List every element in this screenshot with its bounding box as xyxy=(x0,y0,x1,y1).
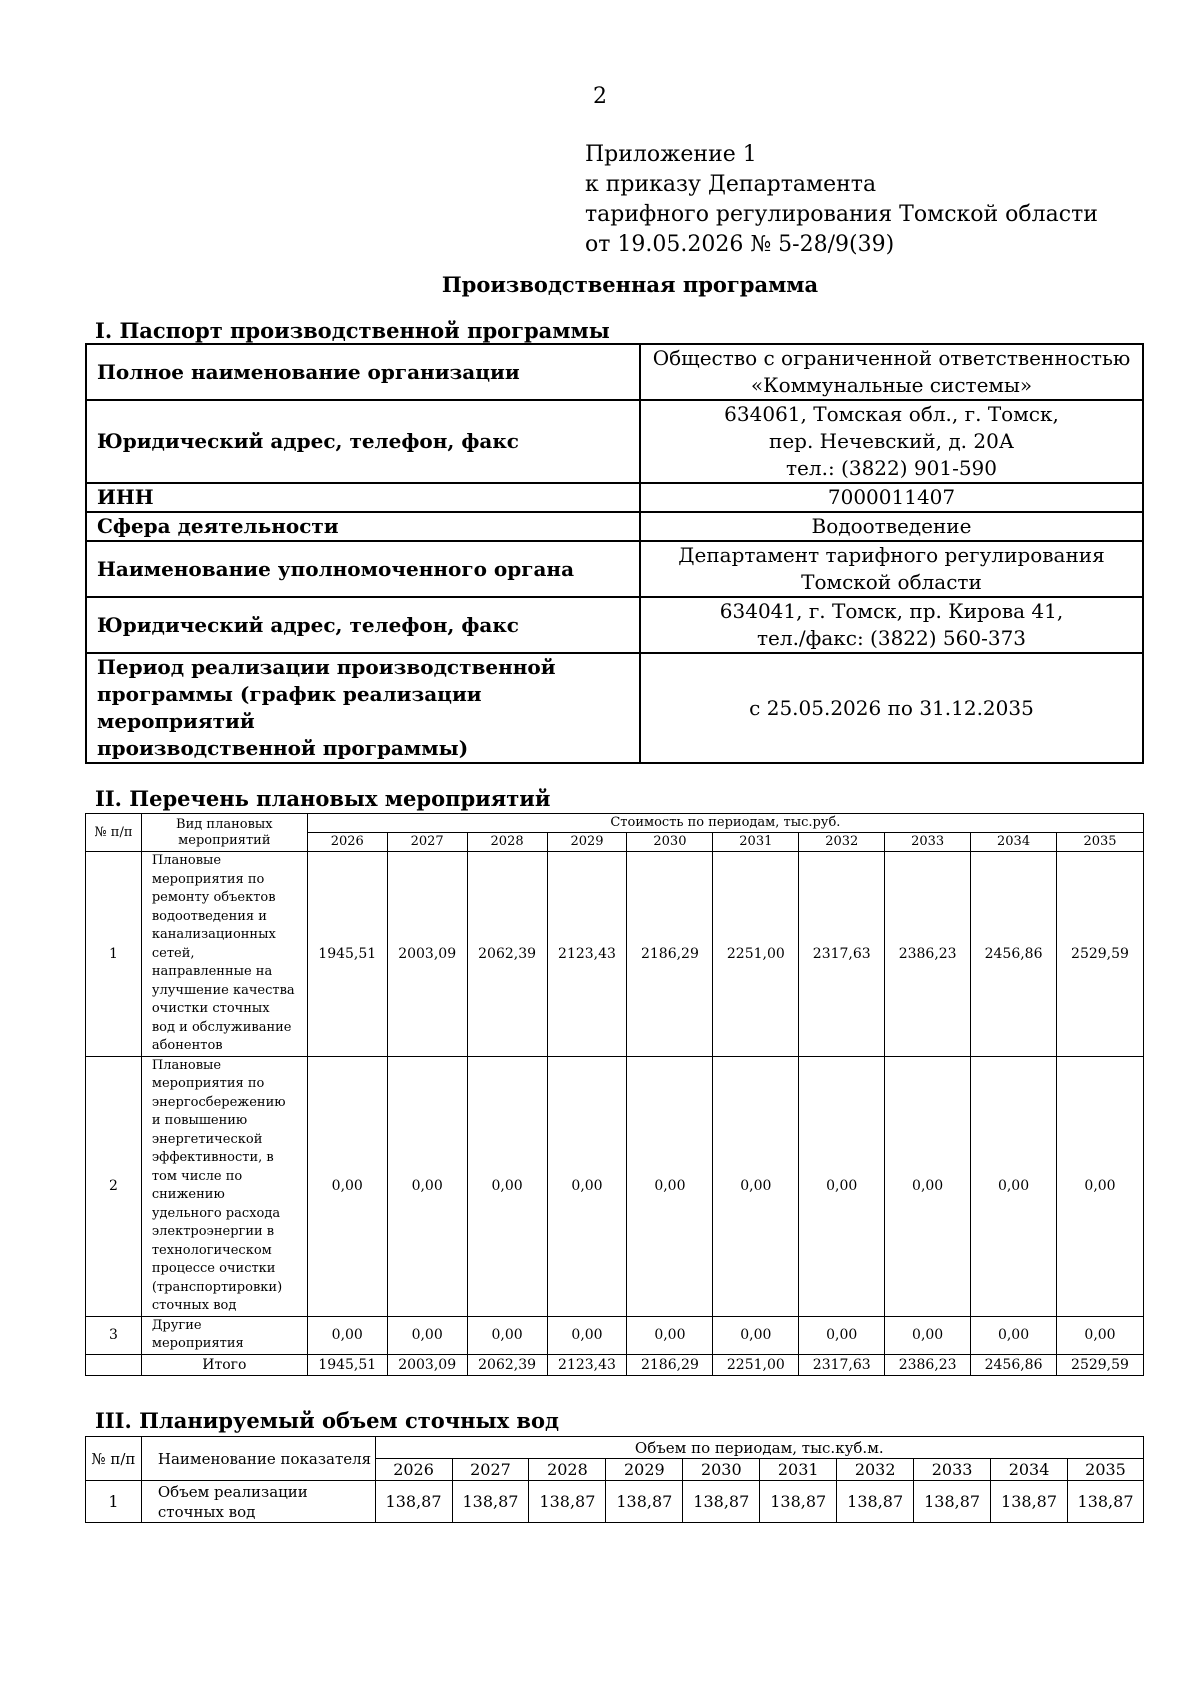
volume-table xyxy=(85,1436,1144,1523)
event-cost: 0,00 xyxy=(1057,1056,1144,1316)
total-value: 2386,23 xyxy=(885,1354,971,1375)
total-value: 2186,29 xyxy=(627,1354,713,1375)
passport-value-line: тел.: (3822) 901-590 xyxy=(785,456,998,480)
volume-value: 138,87 xyxy=(529,1481,606,1523)
passport-label: Юридический адрес, телефон, факс xyxy=(86,597,640,653)
event-name-line: мероприятия по xyxy=(151,1076,265,1091)
event-cost: 2251,00 xyxy=(713,852,799,1057)
col-event-header: Вид плановых мероприятий xyxy=(141,814,307,852)
passport-value-line: тел./факс: (3822) 560-373 xyxy=(756,626,1027,650)
passport-row xyxy=(86,512,1143,541)
year-header: 2028 xyxy=(467,833,547,852)
volume-value: 138,87 xyxy=(914,1481,991,1523)
event-cost: 0,00 xyxy=(885,1316,971,1354)
total-value: 2251,00 xyxy=(713,1354,799,1375)
appendix-line: тарифного регулирования Томской области xyxy=(585,202,1098,227)
passport-value-line: Томской области xyxy=(801,570,982,594)
event-name-line: электроэнергии в xyxy=(151,1224,275,1239)
document-title: Производственная программа xyxy=(441,272,819,297)
event-cost: 2062,39 xyxy=(467,852,547,1057)
col-volume-header: Объем по периодам, тыс.куб.м. xyxy=(375,1437,1143,1459)
total-value: 2529,59 xyxy=(1057,1354,1144,1375)
event-cost: 0,00 xyxy=(1057,1316,1144,1354)
year-header: 2034 xyxy=(991,1459,1068,1481)
passport-label: Полное наименование организации xyxy=(86,344,640,400)
event-name-line: технологическом xyxy=(151,1242,272,1258)
event-cost: 0,00 xyxy=(307,1056,387,1316)
year-header: 2030 xyxy=(683,1459,760,1481)
total-value: 2123,43 xyxy=(547,1354,627,1375)
event-name-line: мероприятия по xyxy=(151,871,265,887)
event-row xyxy=(86,1316,1144,1354)
section-heading-volume: III. Планируемый объем сточных вод xyxy=(95,1408,560,1433)
event-name-line: направленные на xyxy=(151,964,273,979)
event-cost: 0,00 xyxy=(627,1056,713,1316)
passport-label-line: программы (график реализации мероприятий xyxy=(97,682,482,733)
event-name-line: Плановые xyxy=(151,853,222,868)
event-name-line: процессе очистки xyxy=(151,1261,276,1276)
event-number: 2 xyxy=(86,1056,142,1316)
event-number: 1 xyxy=(86,852,142,1057)
event-name-line: мероприятия xyxy=(151,1336,244,1351)
event-name-line: ремонту объектов xyxy=(151,890,276,905)
total-row xyxy=(86,1354,1144,1375)
year-header: 2029 xyxy=(547,833,627,852)
event-name-line: сетей, xyxy=(151,945,195,961)
passport-value-line: Общество с ограниченной ответственностью xyxy=(652,346,1131,370)
passport-value xyxy=(640,400,1143,483)
passport-value-line: 634041, г. Томск, пр. Кирова 41, xyxy=(719,599,1064,623)
event-name-line: энергосбережению xyxy=(151,1094,286,1110)
passport-value xyxy=(640,344,1143,400)
year-header: 2035 xyxy=(1057,833,1144,852)
event-cost: 0,00 xyxy=(799,1056,885,1316)
volume-value: 138,87 xyxy=(837,1481,914,1523)
event-cost: 0,00 xyxy=(799,1316,885,1354)
event-cost: 1945,51 xyxy=(307,852,387,1057)
event-name-line: водоотведения и xyxy=(151,908,267,924)
volume-value: 138,87 xyxy=(606,1481,683,1523)
year-header: 2031 xyxy=(760,1459,837,1481)
section-heading-passport: I. Паспорт производственной программы xyxy=(95,318,610,343)
volume-header-row xyxy=(86,1437,1144,1459)
appendix-line: Приложение 1 xyxy=(585,142,757,167)
event-name-line: Другие xyxy=(151,1317,202,1333)
year-header: 2026 xyxy=(307,833,387,852)
passport-value-line: с 25.05.2026 по 31.12.2035 xyxy=(749,695,1034,720)
passport-value xyxy=(640,541,1143,597)
passport-label-line: производственной программы) xyxy=(97,736,469,760)
volume-row xyxy=(86,1481,1144,1523)
event-cost: 2003,09 xyxy=(387,852,467,1057)
volume-value: 138,87 xyxy=(375,1481,452,1523)
col-number-header: № п/п xyxy=(86,814,142,852)
event-name xyxy=(141,852,307,1057)
total-label: Итого xyxy=(141,1354,307,1375)
section-heading-events: II. Перечень плановых мероприятий xyxy=(95,786,551,811)
volume-indicator-line: сточных вод xyxy=(157,1502,256,1521)
event-cost: 2123,43 xyxy=(547,852,627,1057)
event-name-line: и повышению xyxy=(151,1113,248,1128)
year-header: 2032 xyxy=(837,1459,914,1481)
total-blank xyxy=(86,1354,142,1375)
events-header-row xyxy=(86,814,1144,833)
event-cost: 0,00 xyxy=(547,1316,627,1354)
passport-row xyxy=(86,541,1143,597)
appendix-line: от 19.05.2026 № 5-28/9(39) xyxy=(585,232,895,257)
event-name-line: (транспортировки) xyxy=(151,1279,283,1295)
year-header: 2029 xyxy=(606,1459,683,1481)
event-name-line: эффективности, в xyxy=(151,1150,274,1165)
event-row xyxy=(86,1056,1144,1316)
year-header: 2035 xyxy=(1068,1459,1144,1481)
passport-row xyxy=(86,653,1143,763)
event-name-line: энергетической xyxy=(151,1131,263,1147)
event-name-line: сточных вод xyxy=(151,1298,237,1313)
total-value: 1945,51 xyxy=(307,1354,387,1375)
year-header: 2030 xyxy=(627,833,713,852)
event-cost: 0,00 xyxy=(467,1056,547,1316)
passport-label: Юридический адрес, телефон, факс xyxy=(86,400,640,483)
passport-value xyxy=(640,483,1143,512)
passport-row xyxy=(86,483,1143,512)
total-value: 2456,86 xyxy=(971,1354,1057,1375)
event-name-line: улучшение качества xyxy=(151,982,295,998)
event-cost: 0,00 xyxy=(547,1056,627,1316)
year-header: 2027 xyxy=(387,833,467,852)
appendix-line: к приказу Департамента xyxy=(585,172,877,197)
passport-value-line: Водоотведение xyxy=(811,514,972,538)
event-cost: 0,00 xyxy=(307,1316,387,1354)
passport-label-line: Период реализации производственной xyxy=(97,655,556,679)
event-name-line: Плановые xyxy=(151,1057,222,1073)
event-cost: 0,00 xyxy=(713,1056,799,1316)
volume-value: 138,87 xyxy=(683,1481,760,1523)
event-name xyxy=(141,1056,307,1316)
year-header: 2032 xyxy=(799,833,885,852)
passport-value xyxy=(640,512,1143,541)
year-header: 2028 xyxy=(529,1459,606,1481)
year-header: 2026 xyxy=(375,1459,452,1481)
col-indicator-header: Наименование показателя xyxy=(141,1437,375,1481)
passport-value xyxy=(640,653,1143,763)
volume-value: 138,87 xyxy=(1068,1481,1144,1523)
passport-value-line: Департамент тарифного регулирования xyxy=(678,543,1105,567)
event-cost: 2456,86 xyxy=(971,852,1057,1057)
event-name-line: абонентов xyxy=(151,1038,223,1053)
total-value: 2062,39 xyxy=(467,1354,547,1375)
passport-label xyxy=(86,653,640,763)
event-name-line: канализационных xyxy=(151,927,276,942)
volume-value: 138,87 xyxy=(760,1481,837,1523)
total-value: 2317,63 xyxy=(799,1354,885,1375)
event-cost: 2186,29 xyxy=(627,852,713,1057)
event-cost: 0,00 xyxy=(387,1316,467,1354)
total-value: 2003,09 xyxy=(387,1354,467,1375)
event-name-line: снижению xyxy=(151,1187,225,1202)
passport-value-line: пер. Нечевский, д. 20А xyxy=(769,429,1014,453)
events-table xyxy=(85,813,1144,1376)
volume-number: 1 xyxy=(86,1481,142,1523)
year-header: 2033 xyxy=(885,833,971,852)
passport-label: Наименование уполномоченного органа xyxy=(86,541,640,597)
year-header: 2034 xyxy=(971,833,1057,852)
event-cost: 0,00 xyxy=(627,1316,713,1354)
volume-value: 138,87 xyxy=(452,1481,529,1523)
passport-value-line: 7000011407 xyxy=(827,485,956,509)
event-name-line: очистки сточных xyxy=(151,1001,270,1016)
passport-label: Сфера деятельности xyxy=(86,512,640,541)
event-cost: 2386,23 xyxy=(885,852,971,1057)
year-header: 2033 xyxy=(914,1459,991,1481)
event-name xyxy=(141,1316,307,1354)
year-header: 2031 xyxy=(713,833,799,852)
event-name-line: том числе по xyxy=(151,1168,243,1184)
appendix-block xyxy=(585,140,1098,260)
event-number: 3 xyxy=(86,1316,142,1354)
event-cost: 0,00 xyxy=(387,1056,467,1316)
event-row xyxy=(86,852,1144,1057)
event-cost: 2317,63 xyxy=(799,852,885,1057)
volume-value: 138,87 xyxy=(991,1481,1068,1523)
event-cost: 0,00 xyxy=(971,1056,1057,1316)
page-number: 2 xyxy=(593,84,607,109)
event-cost: 0,00 xyxy=(467,1316,547,1354)
col-number-header: № п/п xyxy=(86,1437,142,1481)
event-name-line: удельного расхода xyxy=(151,1205,281,1221)
event-name-line: вод и обслуживание xyxy=(151,1019,292,1035)
passport-row xyxy=(86,597,1143,653)
year-header: 2027 xyxy=(452,1459,529,1481)
event-cost: 2529,59 xyxy=(1057,852,1144,1057)
passport-value-line: «Коммунальные системы» xyxy=(750,373,1033,397)
volume-indicator-name xyxy=(141,1481,375,1523)
passport-row xyxy=(86,344,1143,400)
passport-value xyxy=(640,597,1143,653)
volume-indicator-line: Объем реализации xyxy=(157,1482,308,1501)
passport-table xyxy=(85,343,1144,764)
passport-label: ИНН xyxy=(86,483,640,512)
passport-value-line: 634061, Томская обл., г. Томск, xyxy=(724,402,1059,426)
event-cost: 0,00 xyxy=(713,1316,799,1354)
event-cost: 0,00 xyxy=(971,1316,1057,1354)
passport-row xyxy=(86,400,1143,483)
event-cost: 0,00 xyxy=(885,1056,971,1316)
col-cost-header: Стоимость по периодам, тыс.руб. xyxy=(307,814,1143,833)
